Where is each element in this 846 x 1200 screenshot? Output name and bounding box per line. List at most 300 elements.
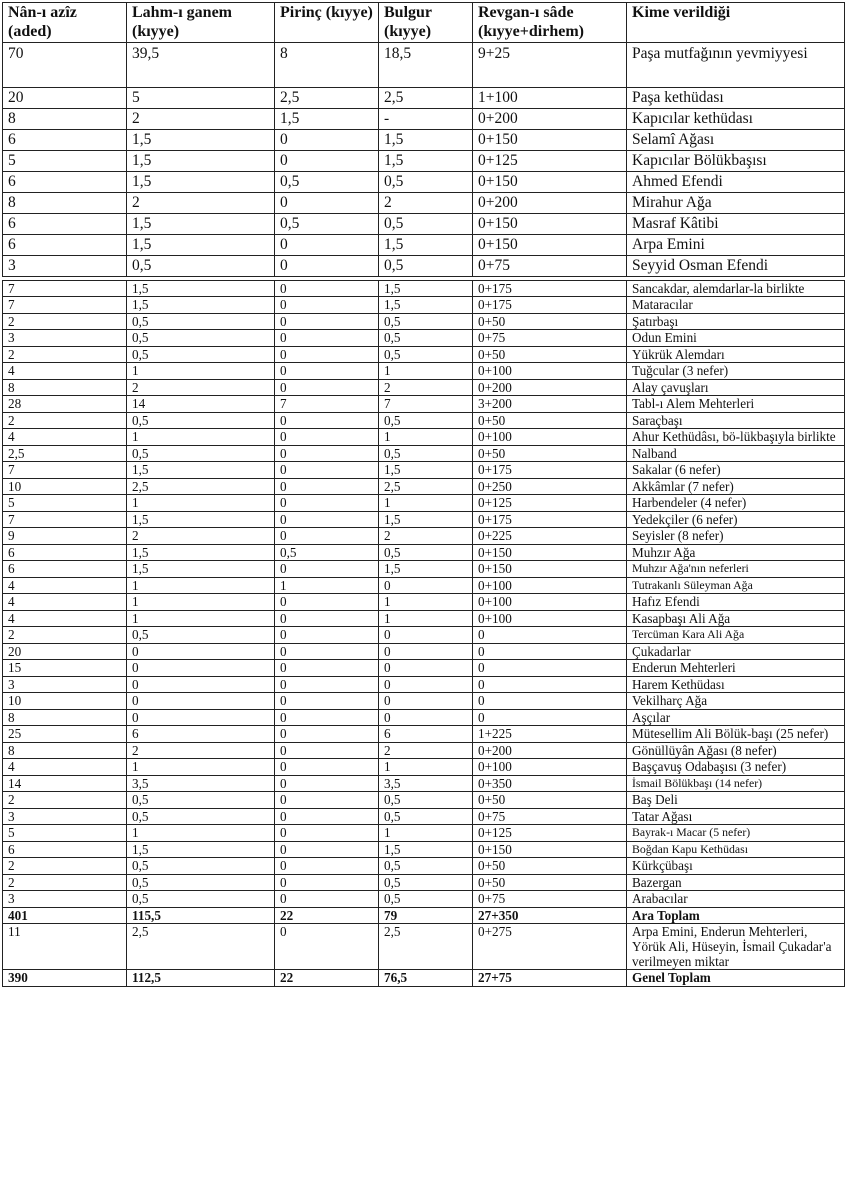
cell-bulgur: 0 xyxy=(379,660,473,677)
table-row xyxy=(3,841,845,858)
cell-bulgur: 1 xyxy=(379,363,473,380)
cell-nan: 6 xyxy=(3,561,127,578)
cell-pirinc: 0 xyxy=(275,445,379,462)
cell-lahm: 0 xyxy=(127,643,275,660)
cell-revgan: 0+150 xyxy=(473,841,627,858)
cell-pirinc: 22 xyxy=(275,907,379,924)
table-row xyxy=(3,627,845,644)
cell-lahm: 0,5 xyxy=(127,874,275,891)
cell-nan: 4 xyxy=(3,363,127,380)
table-row xyxy=(3,660,845,677)
header-cell-recipient: Kime verildiği xyxy=(627,3,845,43)
cell-bulgur: 3,5 xyxy=(379,775,473,792)
cell-nan: 2 xyxy=(3,858,127,875)
cell-recipient: Muhzır Ağa xyxy=(627,544,845,561)
cell-recipient: Genel Toplam xyxy=(627,970,845,987)
cell-recipient: Ahur Kethüdâsı, bö-lükbaşıyla birlikte xyxy=(627,429,845,446)
table-row xyxy=(3,108,845,129)
cell-lahm: 14 xyxy=(127,396,275,413)
cell-recipient: İsmail Bölükbaşı (14 nefer) xyxy=(627,775,845,792)
cell-revgan: 0+50 xyxy=(473,858,627,875)
cell-nan: 9 xyxy=(3,528,127,545)
cell-pirinc: 0 xyxy=(275,379,379,396)
header-cell-nan: Nân-ı azîz (aded) xyxy=(3,3,127,43)
cell-nan: 20 xyxy=(3,87,127,108)
table-row xyxy=(3,42,845,87)
cell-recipient: Baş Deli xyxy=(627,792,845,809)
cell-nan: 5 xyxy=(3,825,127,842)
cell-revgan: 0 xyxy=(473,627,627,644)
cell-bulgur: 0 xyxy=(379,627,473,644)
cell-pirinc: 1 xyxy=(275,577,379,594)
cell-lahm: 1 xyxy=(127,759,275,776)
grand-total-row xyxy=(3,970,845,987)
cell-recipient: Vekilharç Ağa xyxy=(627,693,845,710)
cell-nan: 2,5 xyxy=(3,445,127,462)
cell-nan: 4 xyxy=(3,759,127,776)
cell-recipient: Boğdan Kapu Kethüdası xyxy=(627,841,845,858)
cell-recipient: Muhzır Ağa'nın neferleri xyxy=(627,561,845,578)
table-body xyxy=(3,3,845,987)
cell-nan: 4 xyxy=(3,577,127,594)
table-row xyxy=(3,297,845,314)
cell-revgan: 0+200 xyxy=(473,742,627,759)
cell-revgan: 0+200 xyxy=(473,192,627,213)
cell-revgan: 9+25 xyxy=(473,42,627,87)
cell-revgan: 0+150 xyxy=(473,544,627,561)
cell-lahm: 1 xyxy=(127,825,275,842)
cell-bulgur: 0,5 xyxy=(379,330,473,347)
cell-pirinc: 0,5 xyxy=(275,171,379,192)
cell-recipient: Selamî Ağası xyxy=(627,129,845,150)
cell-revgan: 0+75 xyxy=(473,891,627,908)
cell-nan: 2 xyxy=(3,627,127,644)
cell-bulgur: 0,5 xyxy=(379,346,473,363)
cell-bulgur: 7 xyxy=(379,396,473,413)
cell-recipient: Tuğcular (3 nefer) xyxy=(627,363,845,380)
cell-bulgur: 1 xyxy=(379,610,473,627)
cell-bulgur: 1,5 xyxy=(379,129,473,150)
cell-pirinc: 0 xyxy=(275,363,379,380)
cell-nan: 2 xyxy=(3,792,127,809)
cell-lahm: 2,5 xyxy=(127,924,275,970)
cell-lahm: 0,5 xyxy=(127,412,275,429)
table-row xyxy=(3,192,845,213)
cell-revgan: 0+175 xyxy=(473,280,627,297)
cell-revgan: 0+200 xyxy=(473,379,627,396)
cell-bulgur: 0,5 xyxy=(379,213,473,234)
cell-lahm: 1 xyxy=(127,594,275,611)
cell-bulgur: 1 xyxy=(379,429,473,446)
cell-lahm: 1 xyxy=(127,610,275,627)
cell-bulgur: 0,5 xyxy=(379,171,473,192)
cell-revgan: 0+100 xyxy=(473,594,627,611)
cell-lahm: 1,5 xyxy=(127,462,275,479)
table-row xyxy=(3,742,845,759)
cell-lahm: 1 xyxy=(127,363,275,380)
cell-bulgur: 1,5 xyxy=(379,561,473,578)
cell-bulgur: 79 xyxy=(379,907,473,924)
cell-lahm: 2 xyxy=(127,192,275,213)
table-row xyxy=(3,643,845,660)
cell-bulgur: 1 xyxy=(379,825,473,842)
cell-pirinc: 0 xyxy=(275,429,379,446)
cell-revgan: 1+100 xyxy=(473,87,627,108)
cell-nan: 10 xyxy=(3,478,127,495)
cell-revgan: 0+75 xyxy=(473,255,627,276)
table-row xyxy=(3,676,845,693)
cell-nan: 6 xyxy=(3,213,127,234)
cell-revgan: 0+150 xyxy=(473,129,627,150)
cell-bulgur: 0,5 xyxy=(379,544,473,561)
cell-recipient: Ahmed Efendi xyxy=(627,171,845,192)
cell-lahm: 1,5 xyxy=(127,280,275,297)
cell-pirinc: 1,5 xyxy=(275,108,379,129)
table-row xyxy=(3,544,845,561)
cell-revgan: 0+75 xyxy=(473,330,627,347)
table-row xyxy=(3,363,845,380)
cell-bulgur: 2,5 xyxy=(379,924,473,970)
cell-pirinc: 0 xyxy=(275,610,379,627)
cell-bulgur: 0 xyxy=(379,709,473,726)
cell-pirinc: 0 xyxy=(275,693,379,710)
cell-recipient: Başçavuş Odabaşısı (3 nefer) xyxy=(627,759,845,776)
cell-lahm: 1 xyxy=(127,495,275,512)
table-row xyxy=(3,255,845,276)
cell-nan: 8 xyxy=(3,108,127,129)
cell-lahm: 1 xyxy=(127,577,275,594)
cell-nan: 2 xyxy=(3,346,127,363)
cell-pirinc: 0,5 xyxy=(275,213,379,234)
cell-lahm: 2 xyxy=(127,379,275,396)
cell-nan: 2 xyxy=(3,874,127,891)
cell-lahm: 2 xyxy=(127,528,275,545)
table-row xyxy=(3,528,845,545)
cell-nan: 5 xyxy=(3,495,127,512)
cell-pirinc: 2,5 xyxy=(275,87,379,108)
cell-bulgur: 0,5 xyxy=(379,412,473,429)
cell-pirinc: 0 xyxy=(275,511,379,528)
table-row xyxy=(3,577,845,594)
table-row xyxy=(3,313,845,330)
cell-nan: 7 xyxy=(3,511,127,528)
cell-nan: 6 xyxy=(3,544,127,561)
cell-bulgur: 2,5 xyxy=(379,478,473,495)
cell-nan: 7 xyxy=(3,280,127,297)
cell-bulgur: 6 xyxy=(379,726,473,743)
cell-lahm: 0,5 xyxy=(127,445,275,462)
cell-recipient: Çukadarlar xyxy=(627,643,845,660)
cell-lahm: 2 xyxy=(127,108,275,129)
cell-pirinc: 0 xyxy=(275,495,379,512)
table-row xyxy=(3,87,845,108)
cell-bulgur: 2 xyxy=(379,379,473,396)
cell-bulgur: 1 xyxy=(379,759,473,776)
cell-recipient: Bayrak-ı Macar (5 nefer) xyxy=(627,825,845,842)
table-row xyxy=(3,462,845,479)
cell-revgan: 0+175 xyxy=(473,511,627,528)
cell-nan: 3 xyxy=(3,255,127,276)
table-row xyxy=(3,129,845,150)
cell-nan: 20 xyxy=(3,643,127,660)
cell-revgan: 27+75 xyxy=(473,970,627,987)
cell-bulgur: 0 xyxy=(379,577,473,594)
cell-pirinc: 0 xyxy=(275,759,379,776)
cell-nan: 28 xyxy=(3,396,127,413)
cell-revgan: 0+75 xyxy=(473,808,627,825)
cell-pirinc: 0 xyxy=(275,594,379,611)
deduction-row xyxy=(3,924,845,970)
cell-lahm: 112,5 xyxy=(127,970,275,987)
cell-nan: 3 xyxy=(3,808,127,825)
cell-pirinc: 0 xyxy=(275,129,379,150)
cell-recipient: Gönüllüyân Ağası (8 nefer) xyxy=(627,742,845,759)
cell-lahm: 6 xyxy=(127,726,275,743)
cell-bulgur: 1 xyxy=(379,594,473,611)
cell-bulgur: 0 xyxy=(379,693,473,710)
cell-recipient: Hafız Efendi xyxy=(627,594,845,611)
cell-lahm: 1,5 xyxy=(127,234,275,255)
cell-nan: 401 xyxy=(3,907,127,924)
cell-revgan: 0+175 xyxy=(473,297,627,314)
cell-recipient: Tutrakanlı Süleyman Ağa xyxy=(627,577,845,594)
cell-nan: 6 xyxy=(3,841,127,858)
table-row xyxy=(3,726,845,743)
cell-recipient: Paşa mutfağının yevmiyyesi xyxy=(627,42,845,87)
cell-lahm: 1,5 xyxy=(127,213,275,234)
cell-revgan: 0+200 xyxy=(473,108,627,129)
cell-revgan: 0 xyxy=(473,660,627,677)
cell-lahm: 1,5 xyxy=(127,511,275,528)
table-row xyxy=(3,511,845,528)
cell-pirinc: 0 xyxy=(275,825,379,842)
cell-revgan: 0+50 xyxy=(473,445,627,462)
cell-revgan: 0+150 xyxy=(473,234,627,255)
header-cell-lahm: Lahm-ı ganem (kıyye) xyxy=(127,3,275,43)
header-cell-bulgur: Bulgur (kıyye) xyxy=(379,3,473,43)
cell-nan: 8 xyxy=(3,742,127,759)
cell-lahm: 0,5 xyxy=(127,792,275,809)
cell-bulgur: 0,5 xyxy=(379,808,473,825)
cell-recipient: Seyisler (8 nefer) xyxy=(627,528,845,545)
cell-bulgur: 0,5 xyxy=(379,445,473,462)
cell-lahm: 0,5 xyxy=(127,808,275,825)
cell-revgan: 0+100 xyxy=(473,577,627,594)
cell-revgan: 0+125 xyxy=(473,825,627,842)
cell-recipient: Mirahur Ağa xyxy=(627,192,845,213)
cell-lahm: 39,5 xyxy=(127,42,275,87)
cell-revgan: 27+350 xyxy=(473,907,627,924)
cell-pirinc: 0 xyxy=(275,561,379,578)
table-row xyxy=(3,412,845,429)
cell-bulgur: - xyxy=(379,108,473,129)
cell-bulgur: 1 xyxy=(379,495,473,512)
cell-nan: 14 xyxy=(3,775,127,792)
cell-bulgur: 0,5 xyxy=(379,792,473,809)
cell-lahm: 0,5 xyxy=(127,627,275,644)
cell-nan: 7 xyxy=(3,297,127,314)
cell-bulgur: 0 xyxy=(379,643,473,660)
cell-bulgur: 1,5 xyxy=(379,234,473,255)
cell-pirinc: 0 xyxy=(275,412,379,429)
cell-pirinc: 0,5 xyxy=(275,544,379,561)
table-row xyxy=(3,759,845,776)
cell-lahm: 2 xyxy=(127,742,275,759)
cell-nan: 70 xyxy=(3,42,127,87)
cell-pirinc: 0 xyxy=(275,775,379,792)
cell-pirinc: 0 xyxy=(275,742,379,759)
cell-revgan: 0 xyxy=(473,693,627,710)
cell-revgan: 0+125 xyxy=(473,495,627,512)
cell-recipient: Arpa Emini xyxy=(627,234,845,255)
cell-pirinc: 0 xyxy=(275,234,379,255)
cell-recipient: Kürkçübaşı xyxy=(627,858,845,875)
table-row xyxy=(3,213,845,234)
cell-nan: 10 xyxy=(3,693,127,710)
cell-revgan: 0+150 xyxy=(473,213,627,234)
table-row xyxy=(3,330,845,347)
cell-pirinc: 0 xyxy=(275,255,379,276)
cell-nan: 6 xyxy=(3,129,127,150)
cell-recipient: Sancakdar, alemdarlar-la birlikte xyxy=(627,280,845,297)
cell-recipient: Arpa Emini, Enderun Mehterleri, Yörük Ali, Hüseyin, İsmail Çukadar'a verilmeyen miktar xyxy=(627,924,845,970)
cell-bulgur: 0,5 xyxy=(379,313,473,330)
cell-recipient: Akkâmlar (7 nefer) xyxy=(627,478,845,495)
table-row xyxy=(3,280,845,297)
table-row xyxy=(3,808,845,825)
cell-revgan: 0+100 xyxy=(473,429,627,446)
cell-recipient: Şatırbaşı xyxy=(627,313,845,330)
cell-pirinc: 0 xyxy=(275,660,379,677)
cell-nan: 3 xyxy=(3,676,127,693)
table-row xyxy=(3,234,845,255)
cell-revgan: 0+100 xyxy=(473,759,627,776)
cell-nan: 15 xyxy=(3,660,127,677)
cell-revgan: 0+100 xyxy=(473,610,627,627)
cell-nan: 3 xyxy=(3,330,127,347)
cell-lahm: 0,5 xyxy=(127,858,275,875)
subtotal-row xyxy=(3,907,845,924)
cell-revgan: 0+250 xyxy=(473,478,627,495)
cell-lahm: 0,5 xyxy=(127,255,275,276)
cell-recipient: Nalband xyxy=(627,445,845,462)
cell-revgan: 0+150 xyxy=(473,171,627,192)
cell-lahm: 1,5 xyxy=(127,129,275,150)
cell-nan: 4 xyxy=(3,610,127,627)
cell-pirinc: 0 xyxy=(275,874,379,891)
table-row xyxy=(3,792,845,809)
cell-recipient: Odun Emini xyxy=(627,330,845,347)
cell-bulgur: 2 xyxy=(379,192,473,213)
cell-pirinc: 0 xyxy=(275,280,379,297)
cell-recipient: Tatar Ağası xyxy=(627,808,845,825)
cell-revgan: 0+50 xyxy=(473,792,627,809)
table-row xyxy=(3,594,845,611)
cell-nan: 3 xyxy=(3,891,127,908)
table-row xyxy=(3,775,845,792)
cell-lahm: 5 xyxy=(127,87,275,108)
cell-lahm: 0,5 xyxy=(127,891,275,908)
table-row xyxy=(3,346,845,363)
cell-pirinc: 0 xyxy=(275,528,379,545)
cell-recipient: Harem Kethüdası xyxy=(627,676,845,693)
cell-pirinc: 0 xyxy=(275,858,379,875)
table-row xyxy=(3,429,845,446)
cell-revgan: 0 xyxy=(473,676,627,693)
cell-lahm: 1,5 xyxy=(127,841,275,858)
cell-pirinc: 0 xyxy=(275,150,379,171)
cell-bulgur: 18,5 xyxy=(379,42,473,87)
cell-recipient: Mütesellim Ali Bölük-başı (25 nefer) xyxy=(627,726,845,743)
table-row xyxy=(3,171,845,192)
cell-revgan: 1+225 xyxy=(473,726,627,743)
cell-revgan: 0+225 xyxy=(473,528,627,545)
cell-bulgur: 1,5 xyxy=(379,511,473,528)
cell-bulgur: 76,5 xyxy=(379,970,473,987)
cell-bulgur: 1,5 xyxy=(379,462,473,479)
table-row xyxy=(3,495,845,512)
cell-recipient: Kapıcılar kethüdası xyxy=(627,108,845,129)
cell-lahm: 3,5 xyxy=(127,775,275,792)
cell-bulgur: 0,5 xyxy=(379,255,473,276)
cell-revgan: 0+50 xyxy=(473,346,627,363)
cell-pirinc: 0 xyxy=(275,891,379,908)
cell-revgan: 0 xyxy=(473,709,627,726)
cell-recipient: Mataracılar xyxy=(627,297,845,314)
cell-pirinc: 22 xyxy=(275,970,379,987)
cell-pirinc: 8 xyxy=(275,42,379,87)
cell-lahm: 0 xyxy=(127,676,275,693)
header-cell-revgan: Revgan-ı sâde (kıyye+dirhem) xyxy=(473,3,627,43)
cell-pirinc: 0 xyxy=(275,841,379,858)
table-row xyxy=(3,709,845,726)
cell-nan: 7 xyxy=(3,462,127,479)
cell-recipient: Arabacılar xyxy=(627,891,845,908)
cell-pirinc: 0 xyxy=(275,924,379,970)
cell-lahm: 0 xyxy=(127,660,275,677)
cell-nan: 6 xyxy=(3,171,127,192)
cell-bulgur: 2,5 xyxy=(379,87,473,108)
cell-lahm: 115,5 xyxy=(127,907,275,924)
cell-recipient: Yükrük Alemdarı xyxy=(627,346,845,363)
cell-recipient: Alay çavuşları xyxy=(627,379,845,396)
table-row xyxy=(3,693,845,710)
cell-recipient: Tabl-ı Alem Mehterleri xyxy=(627,396,845,413)
cell-nan: 5 xyxy=(3,150,127,171)
cell-recipient: Paşa kethüdası xyxy=(627,87,845,108)
cell-lahm: 0 xyxy=(127,709,275,726)
cell-recipient: Saraçbaşı xyxy=(627,412,845,429)
table-row xyxy=(3,561,845,578)
cell-lahm: 0,5 xyxy=(127,346,275,363)
cell-lahm: 2,5 xyxy=(127,478,275,495)
cell-nan: 4 xyxy=(3,429,127,446)
cell-pirinc: 7 xyxy=(275,396,379,413)
cell-recipient: Kasapbaşı Ali Ağa xyxy=(627,610,845,627)
cell-revgan: 0+50 xyxy=(473,313,627,330)
cell-pirinc: 0 xyxy=(275,192,379,213)
cell-pirinc: 0 xyxy=(275,808,379,825)
cell-pirinc: 0 xyxy=(275,709,379,726)
cell-pirinc: 0 xyxy=(275,346,379,363)
cell-pirinc: 0 xyxy=(275,627,379,644)
cell-nan: 2 xyxy=(3,313,127,330)
cell-recipient: Harbendeler (4 nefer) xyxy=(627,495,845,512)
cell-recipient: Tercüman Kara Ali Ağa xyxy=(627,627,845,644)
cell-nan: 390 xyxy=(3,970,127,987)
cell-revgan: 0+150 xyxy=(473,561,627,578)
cell-pirinc: 0 xyxy=(275,478,379,495)
